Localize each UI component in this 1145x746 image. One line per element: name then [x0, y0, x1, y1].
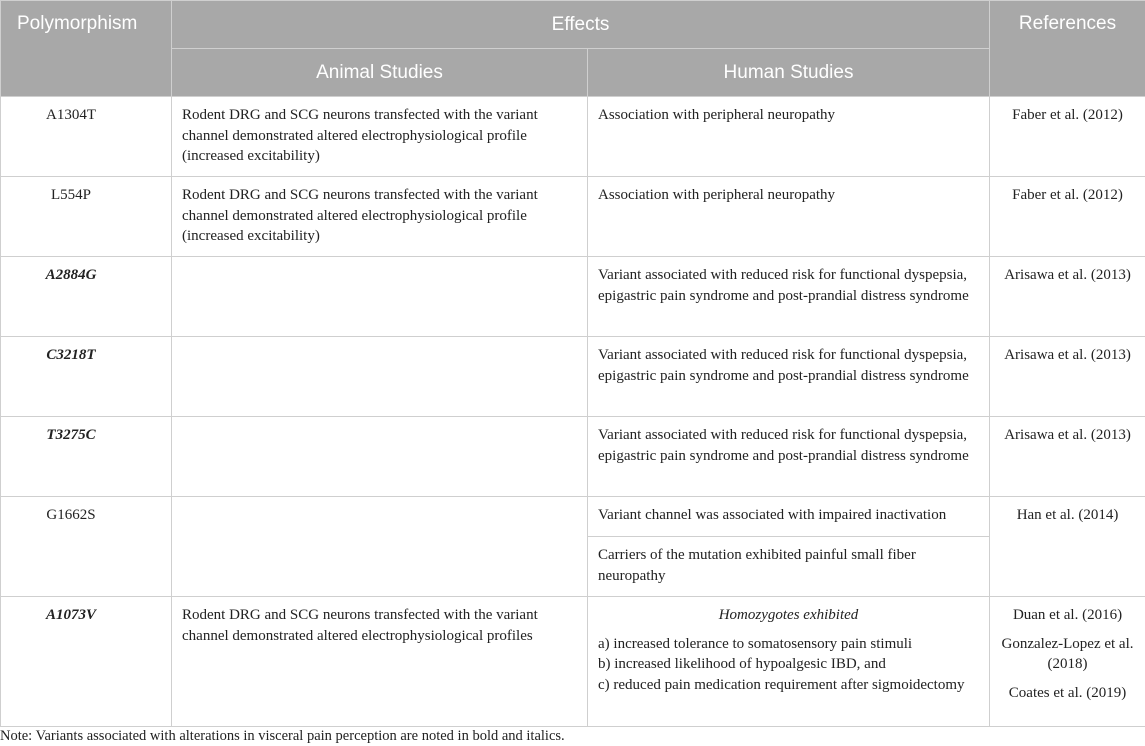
header-polymorphism: Polymorphism: [1, 1, 172, 97]
reference-line: Coates et al. (2019): [1008, 684, 1127, 701]
animal-studies-cell: Rodent DRG and SCG neurons transfected with the variant channel demonstrated altered electrophysiological profile (increased excitability): [172, 97, 588, 177]
human-studies-cell: Association with peripheral neuropathy: [588, 177, 990, 257]
animal-studies-cell: [172, 337, 588, 417]
animal-studies-cell: [172, 497, 588, 597]
animal-studies-cell: [172, 257, 588, 337]
header-references: References: [990, 1, 1145, 97]
polymorphism-cell: L554P: [1, 177, 172, 257]
human-studies-cell: Variant associated with reduced risk for functional dyspepsia, epigastric pain syndrome and post-prandial distress syndrome: [588, 337, 990, 417]
list-item: b) increased likelihood of hypoalgesic IBD, and: [598, 656, 886, 672]
human-studies-cell: Variant channel was associated with impaired inactivation: [588, 497, 990, 537]
polymorphism-cell: A2884G: [1, 257, 172, 337]
table-row: [1, 257, 1145, 337]
reference-cell: Faber et al. (2012): [990, 177, 1145, 257]
human-studies-cell: Variant associated with reduced risk for functional dyspepsia, epigastric pain syndrome and post-prandial distress syndrome: [588, 257, 990, 337]
reference-cell: Han et al. (2014): [990, 497, 1145, 597]
polymorphism-cell: A1073V: [1, 597, 172, 727]
animal-studies-cell: Rodent DRG and SCG neurons transfected with the variant channel demonstrated altered electrophysiological profile (increased excitability): [172, 177, 588, 257]
table-row: [1, 177, 1145, 257]
reference-line: Gonzalez-Lopez et al. (2018): [1001, 635, 1134, 672]
header-effects: Effects: [172, 1, 990, 49]
animal-studies-cell: Rodent DRG and SCG neurons transfected with the variant channel demonstrated altered electrophysiological profiles: [172, 597, 588, 727]
animal-studies-cell: [172, 417, 588, 497]
human-studies-cell: Carriers of the mutation exhibited painful small fiber neuropathy: [588, 537, 990, 597]
human-studies-cell: Variant associated with reduced risk for functional dyspepsia, epigastric pain syndrome and post-prandial distress syndrome: [588, 417, 990, 497]
reference-cell: [990, 597, 1145, 727]
polymorphism-cell: C3218T: [1, 337, 172, 417]
reference-cell: Arisawa et al. (2013): [990, 257, 1145, 337]
reference-cell: Arisawa et al. (2013): [990, 417, 1145, 497]
reference-line: Duan et al. (2016): [1012, 607, 1123, 623]
human-studies-subheading: Homozygotes exhibited: [718, 607, 859, 623]
polymorphism-cell: A1304T: [1, 97, 172, 177]
table-row: [1, 497, 1145, 537]
reference-cell: Faber et al. (2012): [990, 97, 1145, 177]
human-studies-cell: [588, 597, 990, 727]
reference-cell: Arisawa et al. (2013): [990, 337, 1145, 417]
header-human-studies: Human Studies: [588, 49, 990, 97]
table-row: [1, 97, 1145, 177]
table-row: [1, 337, 1145, 417]
table-note: Note: Variants associated with alterations in visceral pain perception are noted in bold and italics.: [0, 728, 565, 744]
human-studies-cell: Association with peripheral neuropathy: [588, 97, 990, 177]
polymorphism-cell: T3275C: [1, 417, 172, 497]
header-animal-studies: Animal Studies: [172, 49, 588, 97]
polymorphism-cell: G1662S: [1, 497, 172, 597]
list-item: c) reduced pain medication requirement after sigmoidectomy: [598, 676, 965, 693]
list-item: a) increased tolerance to somatosensory pain stimuli: [598, 635, 913, 652]
table-row: [1, 597, 1145, 727]
table-row: [1, 417, 1145, 497]
